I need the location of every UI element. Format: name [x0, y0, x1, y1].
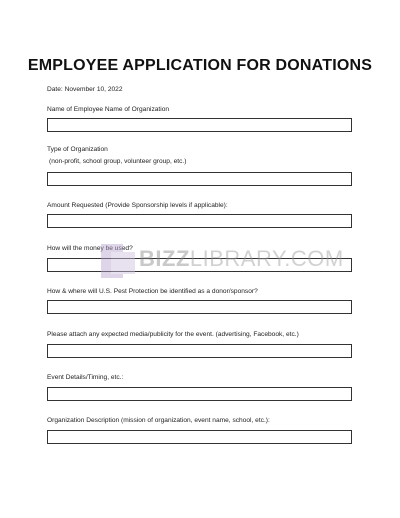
document-title: EMPLOYEE APPLICATION FOR DONATIONS [27, 57, 373, 74]
employee-organization-name-label: Name of Employee Name of Organization [47, 106, 170, 113]
amount-requested-label: Amount Requested (Provide Sponsorship levels if applicable): [47, 202, 228, 209]
event-details-field[interactable] [47, 387, 352, 401]
donor-identification-label: How & where will U.S. Pest Protection be identified as a donor/sponsor? [47, 288, 258, 295]
organization-type-field[interactable] [47, 172, 352, 186]
organization-type-label: Type of Organization [47, 146, 108, 153]
organization-description-label: Organization Description (mission of organization, event name, school, etc.): [47, 417, 270, 424]
media-publicity-field[interactable] [47, 344, 352, 358]
organization-description-field[interactable] [47, 430, 352, 444]
employee-organization-name-field[interactable] [47, 118, 352, 132]
donor-identification-field[interactable] [47, 300, 352, 314]
amount-requested-field[interactable] [47, 214, 352, 228]
organization-type-hint: (non-profit, school group, volunteer group, etc.) [49, 158, 187, 165]
bizzlibrary-watermark [101, 240, 344, 278]
media-publicity-label: Please attach any expected media/publicity for the event. (advertising, Facebook, etc.) [47, 331, 299, 338]
watermark-text: BIZZLIBRARY.COM [139, 246, 344, 271]
date-label: Date: November 10, 2022 [47, 86, 123, 93]
event-details-label: Event Details/Timing, etc.: [47, 374, 124, 381]
bizzlibrary-logo-icon [101, 240, 135, 278]
money-use-label: How will the money be used? [47, 245, 133, 252]
